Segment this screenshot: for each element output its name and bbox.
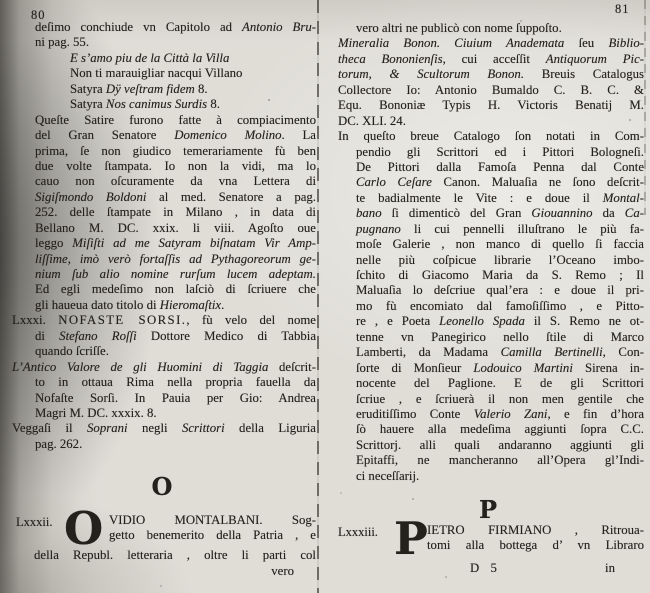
dropcap-letter-o: O	[64, 502, 104, 555]
text-line: nium ſub alio nomine rurſum lucem adeptam.	[35, 267, 316, 281]
text-line: IETRO FIRMIANO , Ritroua-	[427, 523, 644, 537]
text-line: Ed egli medeſimo non laſciò di ſcriuere che	[35, 282, 316, 297]
text-line: Scrittorj. alli quali andaranno aggiunti gli	[356, 437, 644, 452]
text-line: tenne vn Panegirico nello ſtile di Marco	[356, 329, 644, 344]
text-line: vero altri ne publicò con nome ſuppoſto.	[356, 21, 562, 35]
text-line: De Pittori dalla Famoſa Penna dal Conte	[356, 159, 644, 174]
text-line: getto benemerito della Patria , e	[109, 528, 316, 543]
text-line: In queſto breue Catalogo ſon notati in Com-	[338, 129, 644, 144]
text-line: prima, ſe non giudico temerariamente fù ben	[35, 143, 316, 158]
text-line: Satyra Nos canimus Surdis 8.	[70, 97, 220, 112]
text-line: theca Bononienſis, cui acceſſit Antiquorum Pic-	[338, 51, 645, 66]
section-heading-o: O	[151, 472, 173, 501]
text-line: nelle più coſpicue librarie l’Oceano imbo-	[356, 252, 644, 267]
text-line: quando ſcriſſe.	[35, 344, 109, 359]
left-page-column	[8, 20, 317, 579]
text-line: Collectore Io: Antonio Bumaldo C. B. C. &	[338, 82, 644, 97]
text-line: del Gran Senatore Domenico Molino. La	[35, 128, 316, 143]
dropcap-letter-p: P	[394, 512, 428, 565]
entry-lxxxii	[8, 502, 316, 580]
entry-side-lines	[427, 521, 644, 554]
text-line: Queſte Satire furono fatte à compiacimento	[35, 112, 316, 127]
text-line: Carlo Ceſare Canon. Maluaſia ne ſono deſcrit-	[356, 175, 644, 190]
catchword-left: vero	[271, 564, 294, 579]
entry-number: Lxxxiii.	[338, 525, 378, 539]
text-line: 252. delle ſtampate in Milano , in data di	[35, 205, 316, 220]
text-line: L’Antico Valore de gli Huomini di Taggia deſcrit-	[12, 359, 316, 374]
text-line: deſimo conchiude vn Capitolo ad Antonio Bru-	[35, 20, 316, 34]
text-line: ſò hauere alla medeſima aggiunti ſopra C.C.	[356, 422, 644, 437]
right-page-column	[332, 21, 645, 575]
text-line: di Stefano Roſſi Dottore Medico di Tabbia	[35, 328, 317, 343]
entry-side-lines	[109, 511, 316, 544]
text-line: eruditiſſimo Conte Valerio Zani, e fin d’hora	[356, 406, 644, 421]
page-edge-mark	[644, 0, 646, 215]
entry-number: Lxxxii.	[16, 515, 53, 529]
text-line: DC. XLI. 24.	[338, 113, 406, 128]
text-line: Magri M. DC. xxxix. 8.	[35, 405, 157, 420]
signature-mark: D 5	[470, 561, 497, 575]
text-line: cauo non oſcuramente da vna Lettera di	[35, 174, 316, 189]
text-line: Satyra Dÿ veſtram fidem 8.	[70, 81, 208, 96]
text-line: Nofaſte Sorſi. In Pauia per Gio: Andrea	[35, 390, 316, 405]
text-line: Lamberti, da Madama Camilla Bertinelli, Con-	[356, 345, 644, 360]
entry-footer	[332, 561, 644, 577]
catchword-right: in	[605, 561, 615, 575]
text-line: Epitaffi, ne mancheranno all’Opera gl’Indi-	[356, 453, 644, 468]
text-line: to in ottaua Rima nella propria fauella da	[35, 375, 316, 390]
section-heading-p: P	[478, 495, 498, 524]
text-line: ſorte di Monſieur Lodouico Martini Sirena in-	[356, 360, 644, 375]
text-line: moſe Galerie , non manco di quello ſi faccia	[356, 237, 644, 252]
text-line: pendio gli Scrittori ed i Pittori Bologneſi.	[356, 144, 644, 159]
text-line: ſcriue , e ſcriuerà il non men gentile che	[356, 391, 644, 406]
right-column-lines	[332, 21, 644, 484]
text-line: Mineralia Bonon. Ciuium Anademata ſeu Biblio-	[338, 36, 644, 51]
text-line: ſchito di Giacomo Maria da S. Remo ; Il	[356, 268, 644, 282]
text-line: Lxxxi. NOFASTE SORSI., fù velo del nome	[12, 313, 316, 328]
text-line: Sigiſmondo Boldoni al med. Senatore a pag.	[35, 189, 316, 204]
text-line: liſſime, imò verò fortaſſis ad Pythagoreorum ge-	[35, 251, 316, 266]
text-line: pag. 262.	[35, 436, 83, 451]
entry-lxxxiii	[332, 512, 644, 577]
text-line: Veggaſi il Soprani negli Scrittori della Liguria	[12, 421, 316, 436]
page-number-left: 80	[31, 8, 46, 22]
text-line: Maluaſia lo deſcriue qual’era : e doue il pri-	[356, 283, 644, 298]
paper-specks	[0, 0, 2, 2]
text-line: ci neceſſarij.	[356, 468, 420, 483]
text-line: re , e Poeta Leonello Spada il S. Remo ne ot-	[356, 314, 644, 329]
text-line: tomi alla bottega d’ vn Libraro	[427, 538, 644, 553]
text-line: E s’amo piu de la Città la Villa	[70, 50, 230, 65]
page-gutter-line	[317, 0, 319, 593]
text-line: Bellano M. DC. xxix. li viii. Agoſto oue	[35, 220, 316, 235]
text-line: bano ſi dimenticò del Gran Giouannino da Ca-	[356, 206, 644, 221]
text-line: mo fù encomiato dal famoſiſſimo , e Pitto-	[356, 298, 644, 313]
left-column-lines	[8, 20, 316, 452]
text-line: pugnano li cui pennelli illuſtrano le più fa-	[356, 221, 644, 236]
text-line: torum, & Scultorum Bonon. Breuis Catalogus	[338, 67, 644, 82]
page-number-right: 81	[615, 2, 630, 16]
text-line: gli haueua dato titolo di Hieromaſtix.	[35, 297, 225, 312]
text-line: te badialmente le Vite : e doue il Montal-	[356, 190, 644, 205]
text-line: nocente del Paglione. E de gli Scrittori	[356, 376, 644, 391]
text-line: leggo Miſiſti ad me Satyram biſnatam Vir Amp-	[35, 236, 316, 251]
text-line: ni pag. 55.	[35, 35, 90, 50]
entry-head	[332, 512, 644, 565]
text-line: Non ti marauigliar nacqui Villano	[70, 66, 243, 81]
text-line: della Republ. letteraria , oltre li parti col	[34, 548, 316, 562]
text-line: VIDIO MONTALBANI. Sog-	[109, 513, 316, 527]
text-line: due volte ſtampata. Io non la vidi, ma lo	[35, 158, 316, 173]
text-line: Equ. Bononiæ Typis H. Victoris Benatij M.	[338, 98, 644, 113]
